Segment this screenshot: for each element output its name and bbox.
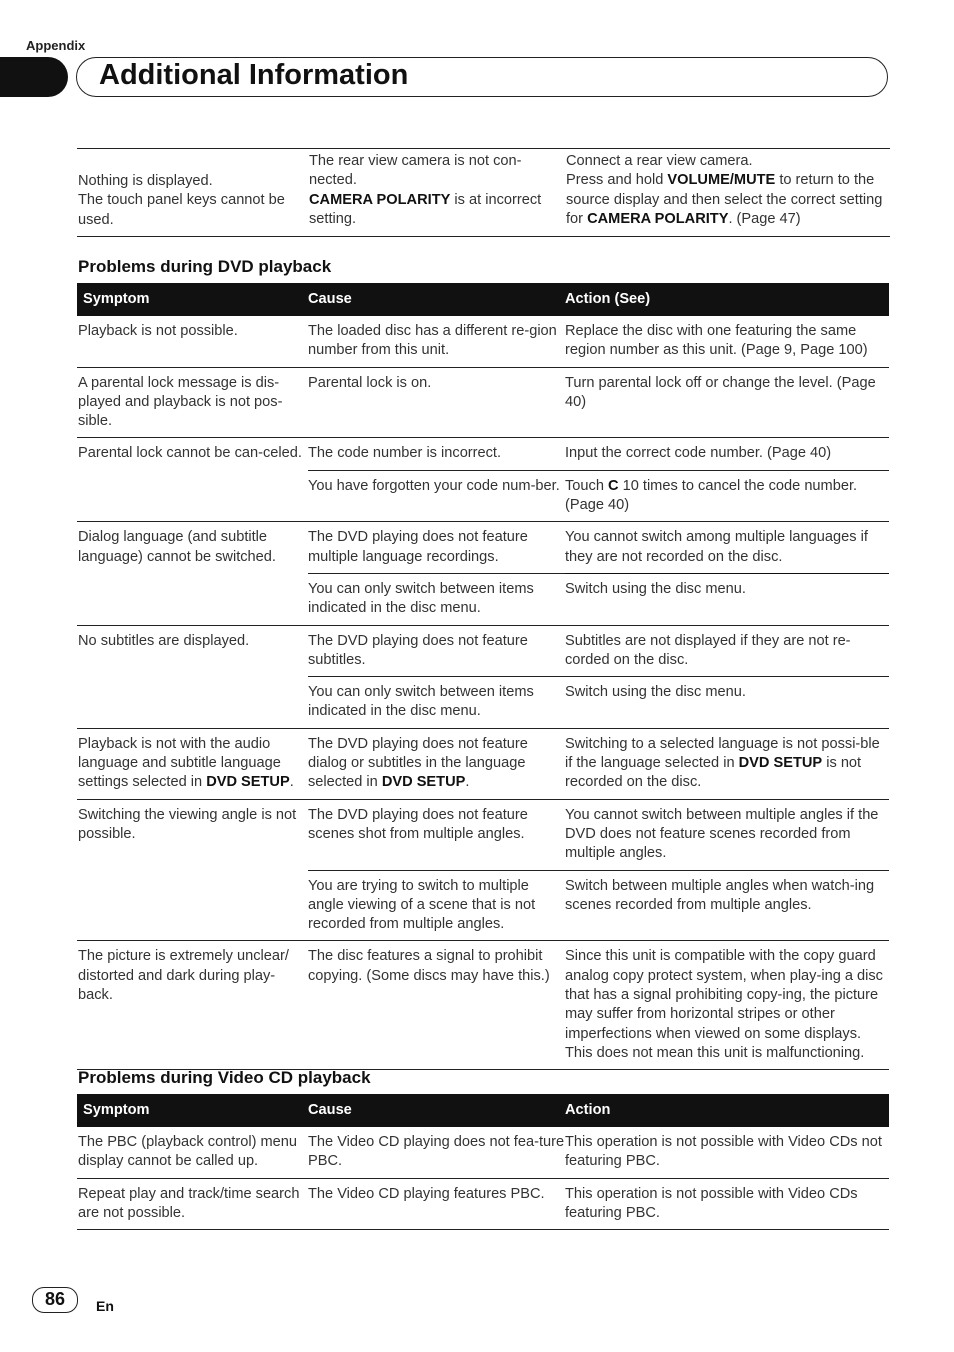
symptom-cell: Repeat play and track/time search are not possible. xyxy=(77,1178,308,1230)
table-header-row xyxy=(77,283,889,316)
action-cell: You cannot switch between multiple angles if the DVD does not feature scenes recorded from multiple angles. xyxy=(565,799,889,870)
column-header-symptom: Symptom xyxy=(77,1094,308,1127)
action-text: 10 times to cancel the code number. (Page 40) xyxy=(565,477,858,514)
symptom-text: Playback is not with the audio language and subtitle language settings selected in xyxy=(78,735,281,791)
page-number-badge xyxy=(32,1287,78,1313)
action-cell xyxy=(565,728,889,799)
vcd-section-heading: Problems during Video CD playback xyxy=(78,1068,371,1087)
action-cell xyxy=(566,149,890,237)
action-cell: Switch using the disc menu. xyxy=(565,677,889,729)
page-number: 86 xyxy=(44,1289,66,1309)
cause-text: The rear view camera is not con-nected. xyxy=(309,153,522,189)
dvd-section-heading: Problems during DVD playback xyxy=(78,257,332,276)
cause-text: The DVD playing does not feature dialog or subtitles in the language selected in xyxy=(308,735,528,791)
cause-text: . xyxy=(465,774,470,791)
rear-camera-table xyxy=(77,148,890,237)
button-name: VOLUME/MUTE xyxy=(667,172,776,189)
action-cell: Switch using the disc menu. xyxy=(565,573,889,625)
cause-cell: Parental lock is on. xyxy=(308,367,565,438)
action-cell: This operation is not possible with Video CDs not featuring PBC. xyxy=(565,1127,889,1178)
action-text: Switching to a selected language is not possi-ble if the language selected in xyxy=(565,735,880,772)
action-cell: This operation is not possible with Video CDs featuring PBC. xyxy=(565,1178,889,1230)
dvd-problems-table xyxy=(77,283,889,1070)
symptom-cell: Dialog language (and subtitle language) cannot be switched. xyxy=(77,522,308,625)
action-cell: Turn parental lock off or change the level. (Page 40) xyxy=(565,367,889,438)
symptom-cell: Parental lock cannot be can-celed. xyxy=(77,438,308,522)
action-text: is not recorded on the disc. xyxy=(565,755,862,791)
title-frame xyxy=(76,57,888,97)
menu-name: DVD SETUP xyxy=(381,774,466,791)
symptom-cell: A parental lock message is dis-played and playback is not pos-sible. xyxy=(77,367,308,438)
action-cell: Switch between multiple angles when watch-ing scenes recorded from multiple angles. xyxy=(565,870,889,941)
action-cell xyxy=(565,470,889,522)
setting-name: CAMERA POLARITY xyxy=(309,191,451,208)
cause-cell: The code number is incorrect. xyxy=(308,438,565,470)
symptom-text: Nothing is displayed. xyxy=(78,173,213,189)
action-text: . (Page 47) xyxy=(728,210,801,227)
cause-cell: The DVD playing does not feature subtitles. xyxy=(308,625,565,677)
table-row xyxy=(77,438,889,470)
section-tab-marker xyxy=(0,57,68,97)
table-header-row xyxy=(77,1094,889,1127)
symptom-cell xyxy=(77,149,309,237)
cause-cell: The loaded disc has a different re-gion number from this unit. xyxy=(308,316,565,367)
cause-cell: You can only switch between items indicated in the disc menu. xyxy=(308,573,565,625)
action-cell: Subtitles are not displayed if they are not re-corded on the disc. xyxy=(565,625,889,677)
column-header-action: Action xyxy=(565,1094,889,1127)
action-cell: Input the correct code number. (Page 40) xyxy=(565,438,889,470)
symptom-cell: The PBC (playback control) menu display cannot be called up. xyxy=(77,1127,308,1178)
table-row xyxy=(77,1178,889,1230)
cause-cell xyxy=(309,149,566,237)
action-text: Connect a rear view camera. xyxy=(566,153,753,169)
key-name: C xyxy=(608,477,619,494)
cause-cell xyxy=(308,728,565,799)
section-label: Appendix xyxy=(26,38,86,53)
cause-cell: The DVD playing does not feature multiple language recordings. xyxy=(308,522,565,574)
setting-name: CAMERA POLARITY xyxy=(587,210,729,227)
column-header-action: Action (See) xyxy=(565,283,889,316)
cause-cell: The Video CD playing features PBC. xyxy=(308,1178,565,1230)
symptom-cell xyxy=(77,728,308,799)
page-title: Additional Information xyxy=(99,59,409,91)
cause-cell: The disc features a signal to prohibit copying. (Some discs may have this.) xyxy=(308,941,565,1070)
cause-cell: You are trying to switch to multiple angle viewing of a scene that is not recorded from multiple angles. xyxy=(308,870,565,941)
table-row xyxy=(77,728,889,799)
table-row xyxy=(77,1127,889,1178)
action-text: to return to the source display and then select the correct setting for xyxy=(566,172,883,227)
table-row xyxy=(77,799,889,870)
cause-cell: The DVD playing does not feature scenes shot from multiple angles. xyxy=(308,799,565,870)
table-row xyxy=(77,316,889,367)
column-header-cause: Cause xyxy=(308,1094,565,1127)
column-header-cause: Cause xyxy=(308,283,565,316)
column-header-symptom: Symptom xyxy=(77,283,308,316)
symptom-cell: Playback is not possible. xyxy=(77,316,308,367)
symptom-cell: No subtitles are displayed. xyxy=(77,625,308,728)
cause-cell: The Video CD playing does not fea-ture PBC. xyxy=(308,1127,565,1178)
menu-name: DVD SETUP xyxy=(738,755,823,772)
table-row xyxy=(77,941,889,1070)
action-cell: Since this unit is compatible with the copy guard analog copy protect system, when play-ing a disc that has a signal prohibiting copy-ing, the picture may suffer from horizontal stripes or other imperfections when viewed on some displays. This does not mean this unit is malfunctioning. xyxy=(565,941,889,1070)
symptom-cell: Switching the viewing angle is not possible. xyxy=(77,799,308,941)
symptom-text: The touch panel keys cannot be used. xyxy=(78,192,285,228)
table-row xyxy=(77,522,889,574)
action-text: Press and hold xyxy=(566,172,668,189)
vcd-problems-table xyxy=(77,1094,889,1230)
menu-name: DVD SETUP xyxy=(206,774,290,791)
cause-cell: You have forgotten your code num-ber. xyxy=(308,470,565,522)
table-row xyxy=(77,625,889,677)
cause-cell: You can only switch between items indicated in the disc menu. xyxy=(308,677,565,729)
cause-text: is at incorrect setting. xyxy=(309,191,542,227)
action-cell: Replace the disc with one featuring the same region number as this unit. (Page 9, Page 100) xyxy=(565,316,889,367)
table-row xyxy=(77,367,889,438)
symptom-cell: The picture is extremely unclear/ distorted and dark during play-back. xyxy=(77,941,308,1070)
action-text: Touch xyxy=(565,477,608,494)
language-code: En xyxy=(96,1298,114,1314)
symptom-text: . xyxy=(289,774,294,791)
table-row xyxy=(77,149,890,237)
action-cell: You cannot switch among multiple languages if they are not recorded on the disc. xyxy=(565,522,889,574)
